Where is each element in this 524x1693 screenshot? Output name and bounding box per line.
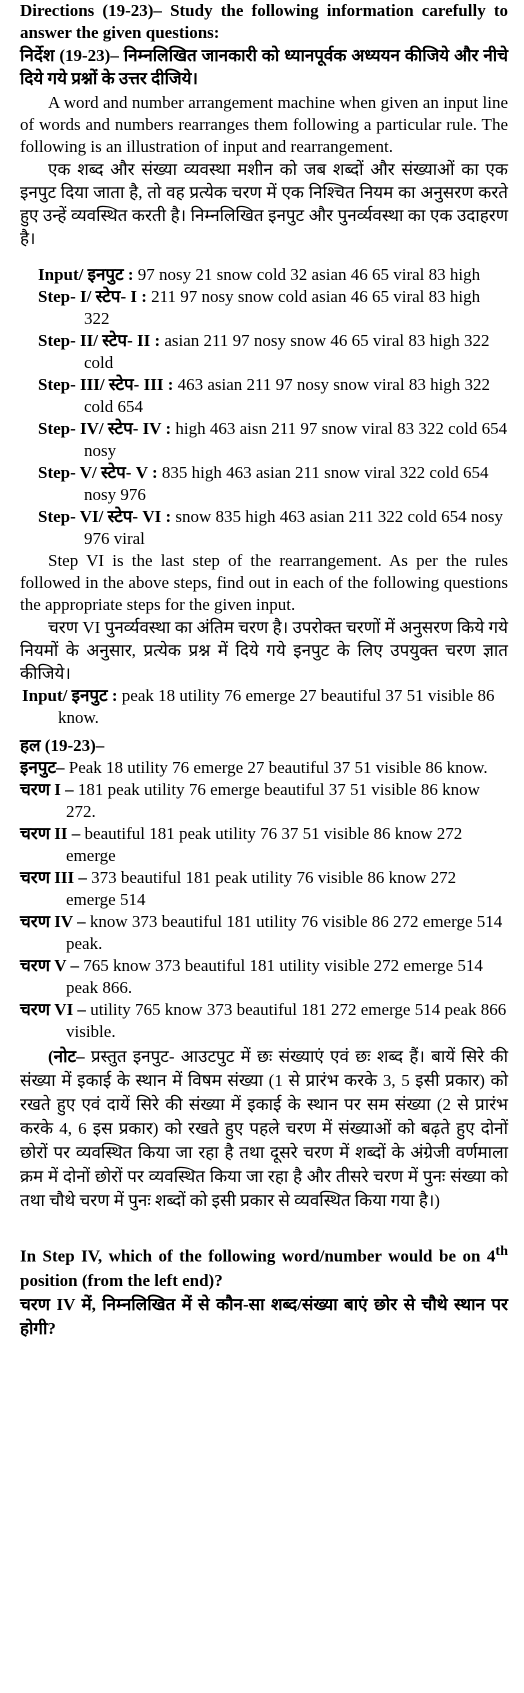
solution-input: इनपुट– Peak 18 utility 76 emerge 27 beautiful 37 51 visible 86 know.	[20, 758, 488, 777]
solution-step-3: चरण III – 373 beautiful 181 peak utility 76 visible 86 know 272 emerge 514	[20, 868, 457, 909]
solution-heading: हल (19-23)–	[20, 736, 105, 755]
given-input: Input/ इनपुट : peak 18 utility 76 emerge 27 beautiful 37 51 visible 86 know.	[22, 686, 495, 727]
solution-step-5: चरण V – 765 know 373 beautiful 181 utility visible 272 emerge 514 peak 866.	[20, 956, 483, 997]
solution-note: (नोट– प्रस्तुत इनपुट- आउटपुट में छः संख्याएं एवं छः शब्द हैं। बायें सिरे की संख्या में इकाई के स्थान में विषम संख्या (1 से प्रारंभ करके 3, 5 इसी प्रकार) को रखते हुए एवं दायें सिरे की संख्या में इकाई के स्थान पर सम संख्या (2 से प्रारंभ करके 4, 6 इस प्रकार) को रखते हुए पहले चरण में संख्याओं को बढ़ते हुए दोनों छोरों पर व्यवस्थित किया जा रहा है तथा दूसरे चरण में शब्दों के अंग्रेजी वर्णमाला क्रम में दोनों छोरों पर व्यवस्थित किया जा रहा है और तीसरे चरण में पुनः संख्या को तथा चौथे चरण में पुनः शब्दों को इसी प्रकार से व्यवस्थित किया गया है।)	[20, 1047, 508, 1210]
solution	[20, 735, 508, 1043]
example-step-6: Step- VI/ स्टेप- VI : snow 835 high 463 asian 211 322 cold 654 nosy 976 viral	[38, 507, 503, 548]
solution-step-1: चरण I – 181 peak utility 76 emerge beautiful 37 51 visible 86 know 272.	[20, 780, 480, 821]
example-step-5: Step- V/ स्टेप- V : 835 high 463 asian 211 snow viral 322 cold 654 nosy 976	[38, 463, 489, 504]
example-step-4: Step- IV/ स्टेप- IV : high 463 aisn 211 97 snow viral 83 322 cold 654 nosy	[38, 419, 508, 460]
after-steps-hi: चरण VI पुनर्व्यवस्था का अंतिम चरण है। उपरोक्त चरणों में अनुसरण किये गये नियमों के अनुसार, प्रत्येक प्रश्न में दिये गये इनपुट के लिए उपयुक्त चरण ज्ञात कीजिये।	[20, 618, 508, 683]
solution-step-2: चरण II – beautiful 181 peak utility 76 37 51 visible 86 know 272 emerge	[20, 824, 463, 865]
directions-paragraph-hi: एक शब्द और संख्या व्यवस्था मशीन को जब शब्दों और संख्याओं का एक इनपुट दिया जाता है, तो वह प्रत्येक चरण में एक निश्चित नियम का अनुसरण करते हुए उन्हें व्यवस्थित करती है। निम्नलिखित इनपुट और पुनर्व्यवस्था का एक उदाहरण है।	[20, 160, 508, 248]
solution-step-6: चरण VI – utility 765 know 373 beautiful 181 272 emerge 514 peak 866 visible.	[20, 1000, 507, 1041]
directions-paragraph-en: A word and number arrangement machine when given an input line of words and numbers rearranges them following a particular rule. The following is an illustration of input and rearrangement.	[20, 93, 508, 156]
example-step-2: Step- II/ स्टेप- II : asian 211 97 nosy snow 46 65 viral 83 high 322 cold	[38, 331, 490, 372]
example-step-3: Step- III/ स्टेप- III : 463 asian 211 97 nosy snow viral 83 high 322 cold 654	[38, 375, 491, 416]
example-step-1: Step- I/ स्टेप- I : 211 97 nosy snow cold asian 46 65 viral 83 high 322	[38, 287, 481, 328]
solution-step-4: चरण IV – know 373 beautiful 181 utility 76 visible 86 272 emerge 514 peak.	[20, 912, 503, 953]
question-text-hi: चरण IV में, निम्नलिखित में से कौन-सा शब्द/संख्या बाएं छोर से चौथे स्थान पर होगी?	[20, 1294, 508, 1338]
example-steps	[20, 264, 508, 550]
directions-heading-en: Directions (19-23)– Study the following information carefully to answer the given questions:	[20, 1, 508, 42]
question-text: In Step IV, which of the following word/number would be on 4th position (from the left end)? चरण IV में, निम्नलिखित में से कौन-सा शब्द/संख्या बाएं छोर से चौथे स्थान पर होगी?	[20, 1243, 508, 1338]
directions-heading-hi: निर्देश (19-23)– निम्नलिखित जानकारी को ध्यानपूर्वक अध्ययन कीजिये और नीचे दिये गये प्रश्नों के उत्तर दीजिये।	[20, 46, 508, 88]
after-steps-en: Step VI is the last step of the rearrangement. As per the rules followed in the above steps, find out in each of the following questions the appropriate steps for the given input.	[20, 551, 508, 614]
example-input: Input/ इनपुट : 97 nosy 21 snow cold 32 asian 46 65 viral 83 high	[38, 265, 481, 284]
